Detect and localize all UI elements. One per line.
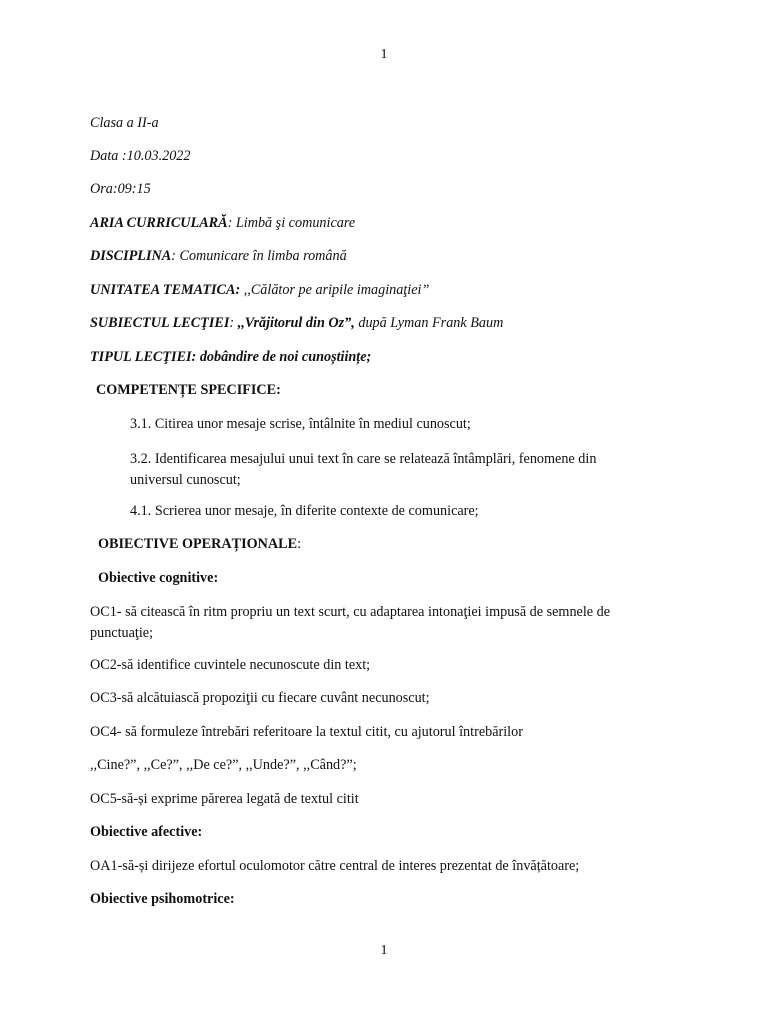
objective-item: OC4- să formuleze întrebări referitoare la textul citit, cu ajutorul întrebărilor: [90, 724, 523, 740]
subiectul-line: [90, 315, 503, 332]
subiectul-author: după Lyman Frank Baum: [354, 315, 504, 331]
page-number-bottom: 1: [380, 943, 388, 958]
unitatea-value: ,,Călător pe aripile imaginaţiei”: [240, 282, 430, 298]
aria-curriculara-line: [90, 215, 355, 232]
competente-heading: COMPETENȚE SPECIFICE:: [96, 382, 281, 398]
cognitive-heading: Obiective cognitive:: [98, 570, 219, 586]
objective-item: OA1-să-și dirijeze efortul oculomotor către central de interes prezentat de învățătoare;: [90, 858, 580, 874]
objective-item: OC5-să-și exprime părerea legată de textul citit: [90, 791, 359, 807]
class-line: Clasa a II-a: [90, 115, 159, 131]
aria-label: ARIA CURRICULARĂ: [90, 215, 228, 231]
aria-value: : Limbă şi comunicare: [227, 215, 356, 231]
afective-heading: Obiective afective:: [90, 824, 203, 840]
page-number-top: 1: [380, 47, 388, 62]
disciplina-label: DISCIPLINA: [90, 248, 172, 264]
objective-item: OC2-să identifice cuvintele necunoscute din text;: [90, 657, 371, 673]
competenta-item: 4.1. Scrierea unor mesaje, în diferite contexte de comunicare;: [130, 503, 479, 519]
hour-line: Ora:09:15: [90, 181, 151, 197]
obiective-heading-line: [98, 536, 301, 553]
date-line: Data :10.03.2022: [90, 148, 191, 164]
competenta-item: 3.2. Identificarea mesajului unui text în care se relatează întâmplări, fenomene din universul cunoscut;: [130, 451, 597, 488]
subiectul-label: SUBIECTUL LECŢIEI: [90, 315, 230, 331]
objective-item: OC1- să citească în ritm propriu un text scurt, cu adaptarea intonaţiei impusă de semnele de punctuaţie;: [90, 604, 611, 641]
obiective-heading: OBIECTIVE OPERAȚIONALE: [98, 536, 298, 552]
competenta-item: 3.1. Citirea unor mesaje scrise, întâlnite în mediul cunoscut;: [130, 416, 471, 432]
unitatea-line: [90, 282, 429, 299]
disciplina-value: : Comunicare în limba română: [171, 248, 347, 264]
objective-item: ,,Cine?”, ,,Ce?”, ,,De ce?”, ,,Unde?”, ,,Când?”;: [90, 757, 357, 773]
tipul-lectiei-line: TIPUL LECŢIEI: dobândire de noi cunoștiințe;: [90, 349, 372, 365]
obiective-heading-colon: :: [297, 536, 302, 552]
disciplina-line: [90, 248, 347, 265]
unitatea-label: UNITATEA TEMATICA:: [90, 282, 241, 298]
psihomotrice-heading: Obiective psihomotrice:: [90, 891, 235, 907]
subiectul-title: ,,Vrăjitorul din Oz”,: [237, 315, 355, 331]
subiectul-colon: :: [229, 315, 238, 331]
objective-item: OC3-să alcătuiască propoziţii cu fiecare cuvânt necunoscut;: [90, 690, 430, 706]
